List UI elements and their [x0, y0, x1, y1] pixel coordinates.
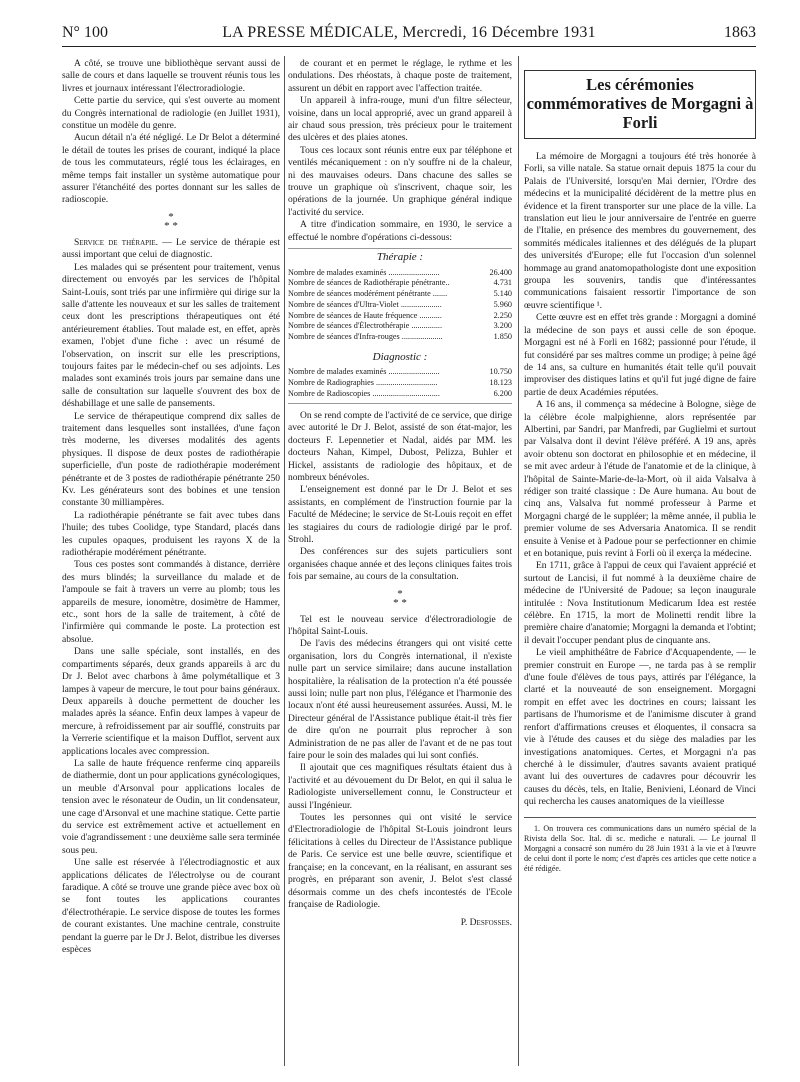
paragraph: Il ajoutait que ces magnifiques résultats étaient dus à l'activité et au dévouement du Dr Belot, en qui il salua le Radiologiste universellement connu, le Constructeur et aussi l'Ingénieur. [288, 763, 512, 811]
paragraph: La mémoire de Morgagni a toujours été très honorée à Forli, sa ville natale. Sa statue ornait depuis 1875 la cour du Palais de l'Université, lorsqu'en Mai dernier, l'Ordre des médecins et la municipalité décidèrent de la mettre plus en évidence et la firent transporter sur une place de la ville. La translation eut lieu le jour anniversaire de l'entrée en guerre de l'Italie, en présence des membres du gouvernement, des sommités médicales italiennes et des délégués de la plupart des universités d'Europe; elle fut l'occasion d'un solennel hommage au grand anatomopathologiste dont une exposition groupa les souvenirs, tandis que d'intéressantes communications faisaient ressortir l'importance de son œuvre scientifique ¹. [524, 152, 756, 311]
stat-value: 6.200 [493, 389, 512, 399]
paragraph: Une salle est réservée à l'électrodiagnostic et aux applications délicates de l'électrolyse ou de courant faradique. A côté se trouve une grande pièce avec box où se font toutes les applications courantes d'électrothérapie. Le service dispose de toutes les formes de courant existantes. Une machine centrale, construite pendant la guerre par le Dr J. Belot, distribue les diverses espèces [62, 858, 280, 956]
paragraph: Le vieil amphithéâtre de Fabrice d'Acquapendente, — le premier construit en Europe —, ne tarda pas à se remplir d'une foule d'élèves de tous pays, attirés par l'élégance, la clarté et la nouveauté de son enseignement. Morgagni rompit en effet avec les doctrines en cours; laissant les partisans de l'humorisme et de l'animisme discuter à grand renfort d'affirmations creuses et éloquentes, il consacra sa vie à l'étude des causes et du siège des maladies par les investigations anatomiques. Certes, et Morgagni n'a pas cherché à le dissimuler, d'autres savants avaient pratiqué avant lui des ouvertures de cadavres pour découvrir les causes du décès, tels, en Italie, Benivieni, Léonard de Vinci qui recherchа les causes anatomiques de la vieillesse [524, 648, 756, 808]
column-rule-right [518, 56, 519, 1066]
stat-row [288, 311, 512, 322]
paragraph: L'enseignement est donné par le Dr J. Belot et ses assistants, en complément de l'instruction fournie par la Faculté de Médecine; le service de St-Louis reçoit en effet les stagiaires du cours de radiologie dirigé par le prof. Strohl. [288, 485, 512, 545]
paragraph: Dans une salle spéciale, sont installés, en des compartiments séparés, deux grands appareils à arc du Dr J. Belot avec charbons à âme polymétallique et 3 lampes à vapeur de mercure, le tout pour bains généraux. Deux appareils à douche permettent de doucher les malades après la séance. Enfin deux lampes à vapeur de mercure, à refroidissement par air soufflé, construits par la Verrerie scientifique et la maison Dufflot, servent aux applications locales avec compression. [62, 647, 280, 757]
stat-value: 2.250 [493, 310, 512, 320]
paragraph: Toutes les personnes qui ont visité le service d'Electroradiologie de l'hôpital St-Louis joindront leurs félicitations à celles du Directeur de l'Assistance publique de Paris. Ce service est une belle œuvre, scientifique et française; en la concevant, en la réalisant, en assurant ses progrès, en préparant son avenir, J. Belot s'est classé désormais comme un des chefs incontestés de l'Ecole française de Radiologie. [288, 813, 512, 910]
stat-label: Nombre de Radioscopies ................................. [288, 389, 440, 399]
section-separator: * * * [393, 587, 407, 609]
paragraph: La salle de haute fréquence renferme cinq appareils de diathermie, dont un pour applications gynécologiques, un meuble d'Arsonval pour applications locales de tension avec le résonateur de Oudin, un lit condensateur, une cage d'Arsonval et une machine statique. Cette partie du service est extrêmement active et actuellement en voie d'agrandissement : une deuxième salle sera terminée sous peu. [62, 758, 280, 856]
paragraph: Des conférences sur des sujets particuliers sont organisées chaque année et des leçons cliniques faites trois fois par semaine, au cours de la consultation. [288, 547, 512, 583]
column-3 [524, 58, 756, 875]
paragraph: Cette œuvre est en effet très grande : Morgagni a dominé la médecine de son pays et aussi celle de son époque. Morgagni est né à Forli en 1682; passionné pour l'étude, il fut considéré par ses maîtres comme un prodige; à peine âgé de 14 ans, sa culture en humanités était telle qu'il pouvait improviser des distiques latins et qu'il fut jugé digne de faire partie de deux Académies réputées. [524, 313, 756, 398]
stat-value: 5.140 [493, 289, 512, 299]
stat-value: 1.850 [493, 332, 512, 342]
stat-row [288, 300, 512, 311]
article-title-box [524, 70, 756, 139]
stat-label: Nombre de séances d'Ultra-Violet .................... [288, 299, 442, 309]
stat-label: Nombre de séances de Radiothérapie pénétrante.. [288, 278, 450, 288]
paragraph: Tous ces locaux sont réunis entre eux par téléphone et ventilés mécaniquement : on n'y souffre ni de la chaleur, ni des mauvaises odeurs. Dans chacune des salles se trouve un graphique où s'inscrivent, chaque soir, les opérations de la journée. Un graphique général indique l'activité du service. [288, 145, 512, 218]
footnote-text: 1. On trouvera ces communications dans un numéro spécial de la Rivista della Soc. Ital. di sc. mediche e naturali. — Le journal Il Morgagni a consacré son numéro du 28 Juin 1931 à la vie et à l'œuvre de celui dont il porte le nom; c'est d'après ces articles que cette notice a été rédigée. [524, 823, 756, 874]
stat-label: Nombre de malades examinés ......................... [288, 267, 440, 277]
stat-row [288, 367, 512, 378]
paragraph: Tel est le nouveau service d'électroradiologie de l'hôpital Saint-Louis. [288, 614, 512, 637]
paragraph: A titre d'indication sommaire, en 1930, le service a effectué le nombre d'opérations ci-dessous: [288, 220, 512, 243]
paragraph: de courant et en permet le réglage, le rythme et les ondulations. Des rhéostats, à chaque poste de traitement, assurent un débit en rapport avec l'affection traitée. [288, 59, 512, 94]
journal-title: LA PRESSE MÉDICALE, Mercredi, 16 Décembre 1931 [222, 24, 596, 41]
paragraph: A côté, se trouve une bibliothèque servant aussi de salle de cours et dans laquelle se trouvent réunis tous les livres et journaux intéressant l'électroradiologie. [62, 59, 280, 94]
paragraph: On se rend compte de l'activité de ce service, que dirige avec autorité le Dr J. Belot, assisté de son état-major, les docteurs F. Lepennetier et Nadal, aidés par MM. les docteurs Nahan, Kimpel, Dubost, Pelizza, Buhler et Hickel, assistants de radiologie des hôpitaux, et de nombreux bénévoles. [288, 410, 512, 483]
therapie-title: Thérapie : [376, 251, 424, 264]
page-number: 1863 [724, 24, 756, 41]
article-title: Les cérémonies commémoratives de Morgagni à Forli [526, 75, 754, 132]
therapie-statistics [288, 248, 512, 343]
stat-row [288, 378, 512, 389]
stat-label: Nombre de séances d'Infra-rouges .................... [288, 332, 443, 342]
stat-value: 10.750 [489, 367, 512, 377]
stat-row [288, 278, 512, 289]
stat-value: 5.960 [493, 299, 512, 309]
stat-value: 3.200 [493, 321, 512, 331]
stat-label: Nombre de séances modérément pénétrante ....... [288, 289, 448, 299]
footnote [524, 817, 756, 875]
column-rule-left [284, 56, 285, 1066]
section-lead: — Le service de thérapie est aussi important que celui de diagnostic. [62, 237, 281, 261]
paragraph: Tous ces postes sont commandés à distance, derrière des murs blindés; la surveillance du malade et de l'ampoule se fait à travers un verre au plomb; tous les appareils de mesure, ionomètre, dosimètre de Hammer, etc., sont hors de la salle de traitement, à côté de l'infirmière qui commande le poste. La protection est absolue. [62, 560, 280, 645]
paragraph: Cette partie du service, qui s'est ouverte au moment du Congrès international de radiologie (en Juillet 1931), constitue un modèle du genre. [62, 96, 280, 132]
stat-label: Nombre de malades examinés ......................... [288, 367, 440, 377]
stat-row [288, 289, 512, 300]
paragraph: En 1711, grâce à l'appui de ceux qui l'avaient apprécié et surtout de Lancisi, il fut nommé à la deuxième chaire de médecine de l'Université de Padoue; sa leçon inaugurale intitulée : Nova Institutionum Medicarum Idea est restée célèbre. En 1715, la mort de Molinetti rendit libre la première chaire d'anatomie; Morgagni la demanda et l'obtint; il devait l'occuper pendant plus de cinquante ans. [524, 561, 756, 646]
author-signature: P. Desfosses. [460, 918, 512, 929]
diagnostic-title: Diagnostic : [372, 351, 428, 364]
section-separator: * * * [164, 210, 178, 232]
section-label: Service de thérapie. [74, 237, 159, 248]
paragraph [62, 237, 280, 262]
paragraph: La radiothérapie pénétrante se fait avec tubes dans l'huile; des tubes Coolidge, type Standard, placés dans les cupules opaques, produisent les rayons X de la radiothérapie modérément pénétrante. [62, 510, 280, 559]
stat-value: 26.400 [489, 267, 512, 277]
paragraph: Un appareil à infra-rouge, muni d'un filtre sélecteur, voisine, dans un local approprié, avec un grand appareil à air chaud sous pression, très précieux pour le traitement des ulcères et des plaies atones. [288, 96, 512, 144]
column-2 [288, 58, 512, 930]
paragraph: Aucun détail n'a été négligé. Le Dr Belot a déterminé le détail de toutes les prises de courant, indiqué la place de tous les commutateurs, réglé tous les éclairages, en même temps fait installer un système automatique pour assurer l'étanchéité des portes donnant sur les salles de radioscopie. [62, 133, 280, 206]
stat-row [288, 321, 512, 332]
diagnostic-statistics [288, 349, 512, 404]
stat-value: 4.731 [493, 278, 512, 288]
paragraph: Les malades qui se présentent pour traitement, venus directement ou envoyés par les services de l'hôpital Saint-Louis, sont triés par une infirmière qui dirige sur la salle d'attente les nouveaux et sur les salles de traitement ceux dont les prescriptions thérapeutiques ont été antérieurement établies. Tout malade est, en effet, après examen, l'objet d'une fiche : avec un résumé de l'observation, on inscrit sur elle les prescriptions, toujours faites par le médecin-chef ou ses adjoints. Les malades sont examinés trois jours par semaine dans une salle de consultation sur laquelle s'ouvrent des box de déshabillage et une salle de pansements. [62, 262, 280, 410]
paragraph: Le service de thérapeutique comprend dix salles de traitement dans lesquelles sont installées, d'une façon très moderne, les diverses modalités des agents physiques. Il dispose de deux postes de radiothérapie superficielle, d'un poste de radiothérapie moderément pénétrante et de 3 postes de radiothérapie pénétrante 250 Kv. Les générateurs sont des bobines et une tension constante 30 milliampères. [62, 411, 280, 509]
page-header [62, 20, 756, 47]
stat-row [288, 268, 512, 279]
stat-label: Nombre de séances d'Électrothérapie ............... [288, 321, 443, 331]
paragraph: De l'avis des médecins étrangers qui ont visité cette organisation, lors du Congrès international, il n'existe nulle part un service similaire; dans aucune installation hospitalière, la réalisation de la protection n'a été poussée aussi loin; nulle part non plus, l'élégance et l'harmonie des locaux n'ont été aussi heureusement assurées. Aussi, M. le Directeur général de l'Assistance publique était-il très fier de dire qu'on ne pourrait plus reprocher à son Administration de ne pas aller de l'avant et de ne pas tout faire pour le soin des malades qui lui sont confiés. [288, 639, 512, 762]
stat-value: 18.123 [489, 378, 512, 388]
stat-row [288, 389, 512, 400]
column-1 [62, 58, 280, 956]
stat-label: Nombre de Radiographies .............................. [288, 378, 438, 388]
issue-number: N° 100 [62, 24, 108, 41]
stat-row [288, 332, 512, 343]
paragraph: A 16 ans, il commença sa médecine à Bologne, siège de la célèbre école malpighienne, alors représentée par Albertini, par Sandri, par Manfredi, par Guglielmi et surtout par Valsalva dont il devint l'élève préféré. A 19 ans, après avoir obtenu son doctorat en philosophie et en médecine, il se mit avec ardeur à l'étude de l'anatomie et de la clinique, à l'hôpital de Sainte-Marie-de-la-Mort, où il aida Valsalva à rédiger son traité classique : De Aure humana. Au bout de cinq ans, Valsalva fut nommé professeur à Parme et Morgagni chargé de le suppléer; la même année, il publia le premier volume de ses Adversaria Anatomica. Il se rendit ensuite à Venise et à Padoue pour se perfectionner en chimie et en botanique, puis revint à Forli où il exerça la médecine. [524, 400, 756, 559]
stat-label: Nombre de séances de Haute fréquence ........... [288, 310, 442, 320]
